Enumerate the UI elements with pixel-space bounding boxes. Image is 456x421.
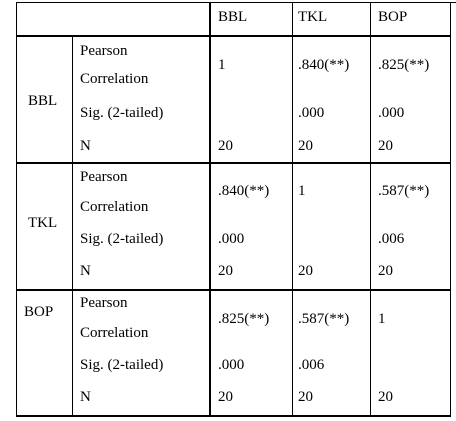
cell-bop-bbl-r: .825(**) [218,311,270,327]
block-rule-1 [16,162,451,164]
cell-tkl-bbl-n: 20 [218,263,233,279]
cell-bop-bbl-n: 20 [218,389,233,405]
stub-rule [209,2,211,416]
stat-label-n: N [80,389,91,405]
var-col-rule [72,36,73,416]
stat-label-correlation: Correlation [80,199,149,215]
stat-label-n: N [80,138,91,154]
table-border-top [16,2,456,3]
cell-tkl-tkl-n: 20 [298,263,313,279]
col-rule-2 [370,2,371,416]
cell-tkl-bop-sig: .006 [378,231,405,247]
table-border-right [450,2,451,416]
cell-bop-bbl-sig: .000 [218,357,245,373]
cell-tkl-bop-r: .587(**) [378,183,430,199]
cell-bbl-bop-n: 20 [378,138,393,154]
col-header-tkl: TKL [298,9,328,25]
cell-bbl-bop-r: .825(**) [378,57,430,73]
stat-label-correlation: Correlation [80,71,149,87]
cell-bbl-bop-sig: .000 [378,105,405,121]
stat-label-correlation: Correlation [80,325,149,341]
cell-tkl-tkl-r: 1 [298,183,306,199]
cell-tkl-bbl-sig: .000 [218,231,245,247]
cell-tkl-bop-n: 20 [378,263,393,279]
cell-bop-bop-n: 20 [378,389,393,405]
cell-bop-bop-r: 1 [378,311,386,327]
var-label-bbl: BBL [28,93,58,109]
table-border-left [16,2,17,416]
cell-tkl-bbl-r: .840(**) [218,183,270,199]
block-rule-2 [16,289,451,291]
stat-label-n: N [80,263,91,279]
var-label-bop: BOP [24,304,54,320]
stat-label-pearson: Pearson [80,43,128,59]
table-border-bottom [16,415,451,417]
cell-bbl-tkl-sig: .000 [298,105,325,121]
cell-bbl-tkl-n: 20 [298,138,313,154]
col-header-bop: BOP [378,9,408,25]
cell-bbl-bbl-r: 1 [218,57,226,73]
header-rule [16,35,451,37]
cell-bop-tkl-sig: .006 [298,357,325,373]
var-label-tkl: TKL [28,215,58,231]
stat-label-pearson: Pearson [80,295,128,311]
cell-bop-tkl-r: .587(**) [298,311,350,327]
col-rule-1 [292,2,293,416]
stat-label-sig: Sig. (2-tailed) [80,105,164,121]
cell-bbl-bbl-n: 20 [218,138,233,154]
stat-label-sig: Sig. (2-tailed) [80,357,164,373]
cell-bop-tkl-n: 20 [298,389,313,405]
cell-bbl-tkl-r: .840(**) [298,57,350,73]
stat-label-sig: Sig. (2-tailed) [80,231,164,247]
col-header-bbl: BBL [218,9,248,25]
stat-label-pearson: Pearson [80,169,128,185]
